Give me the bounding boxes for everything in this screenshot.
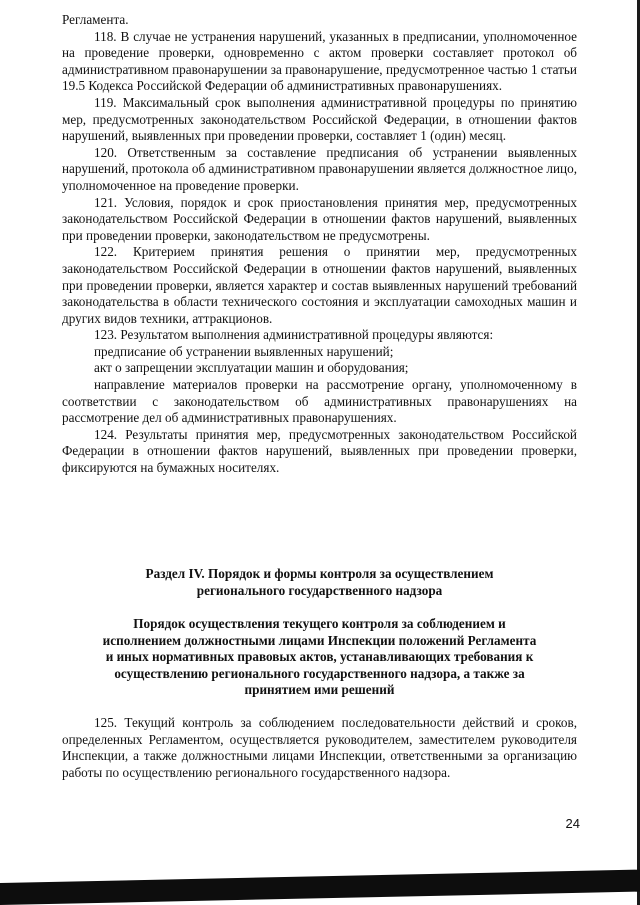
- subsection-title-line: осуществлению регионального государственного надзора, а также за: [114, 665, 525, 681]
- paragraph-123-item-1: предписание об устранении выявленных нарушений;: [94, 343, 394, 359]
- paragraph-119: 119. Максимальный срок выполнения административной процедуры по принятию мер, предусмотренных законодательством Российской Федерации, в отношении фактов нарушений, выявленных при проведении проверки, составляет 1 (один) месяц.: [62, 94, 577, 144]
- section-title: [62, 566, 577, 599]
- section-title-line: Раздел IV. Порядок и формы контроля за осуществлением: [145, 566, 494, 581]
- paragraph-122: 122. Критерием принятия решения о принятии мер, предусмотренных законодательством Российской Федерации в отношении фактов нарушений, выявленных при проведении проверки, является характер и состав выявленных нарушений требований законодательства в области технического состояния и эксплуатации самоходных машин и других видов техники, аттракционов.: [62, 244, 577, 326]
- subsection-title-line: принятием ими решений: [244, 682, 395, 698]
- continuation-text: Регламента.: [62, 12, 129, 27]
- scan-bottom-shadow: [0, 870, 640, 905]
- subsection-title-line: исполнением должностными лицами Инспекции положений Регламента: [102, 632, 537, 648]
- section-title-line: регионального государственного надзора: [196, 582, 443, 598]
- paragraph-118: 118. В случае не устранения нарушений, указанных в предписании, уполномоченное на проведение проверки, одновременно с актом проверки составляет протокол об административном правонарушении за правонарушение, предусмотренное частью 1 статьи 19.5 Кодекса Российской Федерации об административных правонарушениях.: [62, 28, 577, 94]
- paragraph-125: 125. Текущий контроль за соблюдением последовательности действий и сроков, определенных Регламентом, осуществляется руководителем, заместителем руководителя Инспекции, а также должностными лицами Инспекции, ответственными за организацию работы по осуществлению регионального государственного надзора.: [62, 715, 577, 780]
- document-body-continued: [62, 715, 577, 781]
- paragraph-120: 120. Ответственным за составление предписания об устранении выявленных нарушений, протокола об административном правонарушении является должностное лицо, уполномоченное на проведение проверки.: [62, 144, 577, 193]
- subsection-title-line: Порядок осуществления текущего контроля за соблюдением и: [133, 616, 506, 631]
- subsection-title-line: и иных нормативных правовых актов, устанавливающих требования к: [105, 649, 534, 665]
- document-body: [62, 12, 577, 477]
- page-number: 24: [565, 816, 580, 831]
- paragraph-123-item-2: акт о запрещении эксплуатации машин и оборудования;: [94, 360, 409, 376]
- paragraph-124: 124. Результаты принятия мер, предусмотренных законодательством Российской Федерации в отношении фактов нарушений, выявленных при проведении проверки, фиксируются на бумажных носителях.: [62, 426, 577, 476]
- subsection-title: [62, 616, 577, 699]
- paragraph-123-item-3: направление материалов проверки на рассмотрение органу, уполномоченному в соответствии с законодательством об административных правонарушениях на рассмотрение дел об административных правонарушениях.: [62, 377, 577, 426]
- paragraph-121: 121. Условия, порядок и срок приостановления принятия мер, предусмотренных законодательством Российской Федерации в отношении фактов нарушений, выявленных при проведении проверки, законодательством не предусмотрены.: [62, 194, 577, 243]
- paragraph-123: 123. Результатом выполнения административной процедуры являются:: [94, 327, 494, 343]
